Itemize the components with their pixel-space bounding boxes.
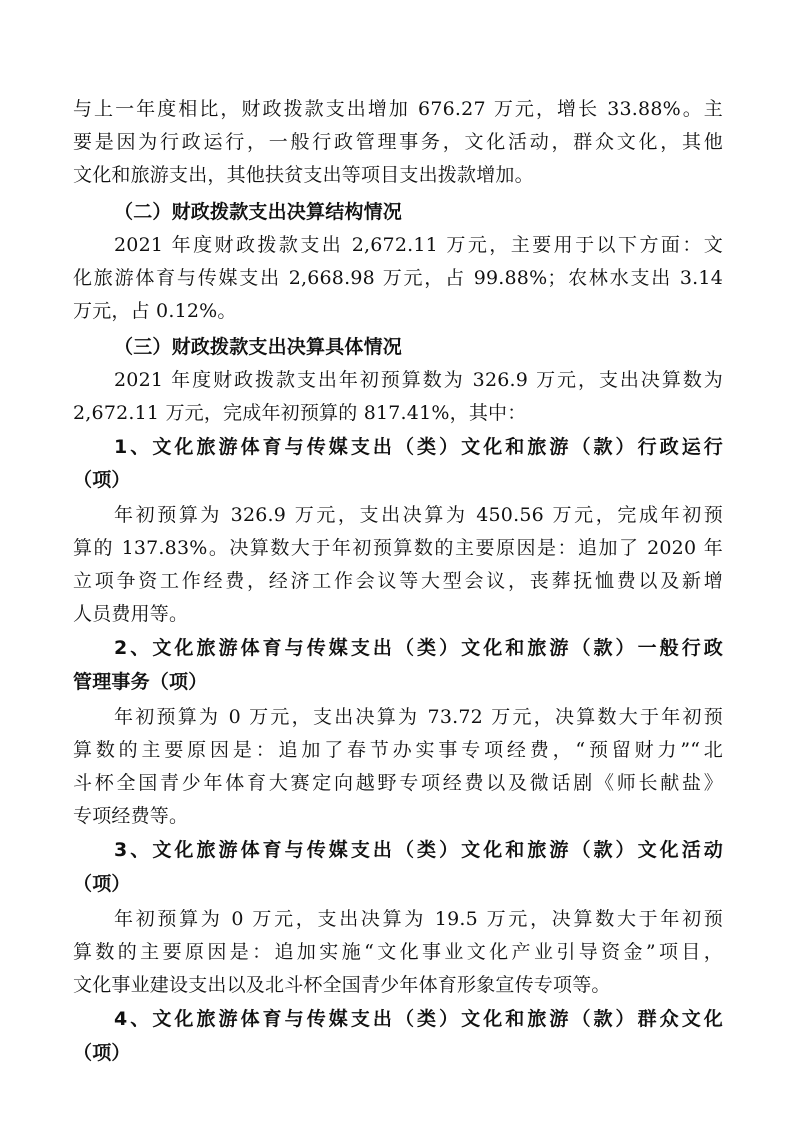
subsection-heading: 2、文化旅游体育与传媒支出（类）文化和旅游（款）一般行政 <box>114 637 723 659</box>
subsection-heading: 1、文化旅游体育与传媒支出（类）文化和旅游（款）行政运行 <box>114 436 723 458</box>
subsection-heading: 4、文化旅游体育与传媒支出（类）文化和旅游（款）群众文化 <box>114 1008 723 1030</box>
paragraph-line: 人员费用等。 <box>73 603 189 625</box>
subsection-heading: 3、文化旅游体育与传媒支出（类）文化和旅游（款）文化活动 <box>114 839 723 861</box>
subsection-heading: （项） <box>73 1042 131 1064</box>
subsection-heading: （项） <box>73 469 131 491</box>
paragraph-line: 2021 年度财政拨款支出 2,672.11 万元，主要用于以下方面：文 <box>114 234 723 256</box>
paragraph-line: 2,672.11 万元，完成年初预算的 817.41%，其中： <box>73 402 527 424</box>
paragraph-line: 算的 137.83%。决算数大于年初预算数的主要原因是：追加了 2020 年 <box>73 537 723 559</box>
paragraph-line: 2021 年度财政拨款支出年初预算数为 326.9 万元，支出决算数为 <box>114 369 723 391</box>
subsection-heading: （项） <box>73 873 131 895</box>
paragraph-line: 斗杯全国青少年体育大赛定向越野专项经费以及微话剧《师长献盐》 <box>73 772 723 794</box>
paragraph-line: 年初预算为 326.9 万元，支出决算为 450.56 万元，完成年初预 <box>114 504 723 526</box>
paragraph-line: 文化事业建设支出以及北斗杯全国青少年体育形象宣传专项等。 <box>73 974 611 996</box>
section-heading: （三）财政拨款支出决算具体情况 <box>114 336 403 358</box>
paragraph-line: 年初预算为 0 万元，支出决算为 19.5 万元，决算数大于年初预 <box>114 908 723 930</box>
paragraph-line: 专项经费等。 <box>73 805 189 827</box>
paragraph-line: 算数的主要原因是：追加实施“文化事业文化产业引导资金”项目， <box>73 941 723 963</box>
paragraph-line: 要是因为行政运行，一般行政管理事务，文化活动，群众文化，其他 <box>73 131 723 153</box>
paragraph-line: 年初预算为 0 万元，支出决算为 73.72 万元，决算数大于年初预 <box>114 706 723 728</box>
section-heading: （二）财政拨款支出决算结构情况 <box>114 201 403 223</box>
paragraph-line: 文化和旅游支出，其他扶贫支出等项目支出拨款增加。 <box>73 164 534 186</box>
subsection-heading: 管理事务（项） <box>73 671 208 693</box>
paragraph-line: 化旅游体育与传媒支出 2,668.98 万元，占 99.88%；农林水支出 3.14 <box>73 267 723 289</box>
paragraph-line: 立项争资工作经费，经济工作会议等大型会议，丧葬抚恤费以及新增 <box>73 570 723 592</box>
paragraph-line: 与上一年度相比，财政拨款支出增加 676.27 万元，增长 33.88%。主 <box>73 98 723 120</box>
paragraph-line: 万元，占 0.12%。 <box>73 300 237 322</box>
paragraph-line: 算数的主要原因是：追加了春节办实事专项经费，“预留财力”“北 <box>73 739 723 761</box>
